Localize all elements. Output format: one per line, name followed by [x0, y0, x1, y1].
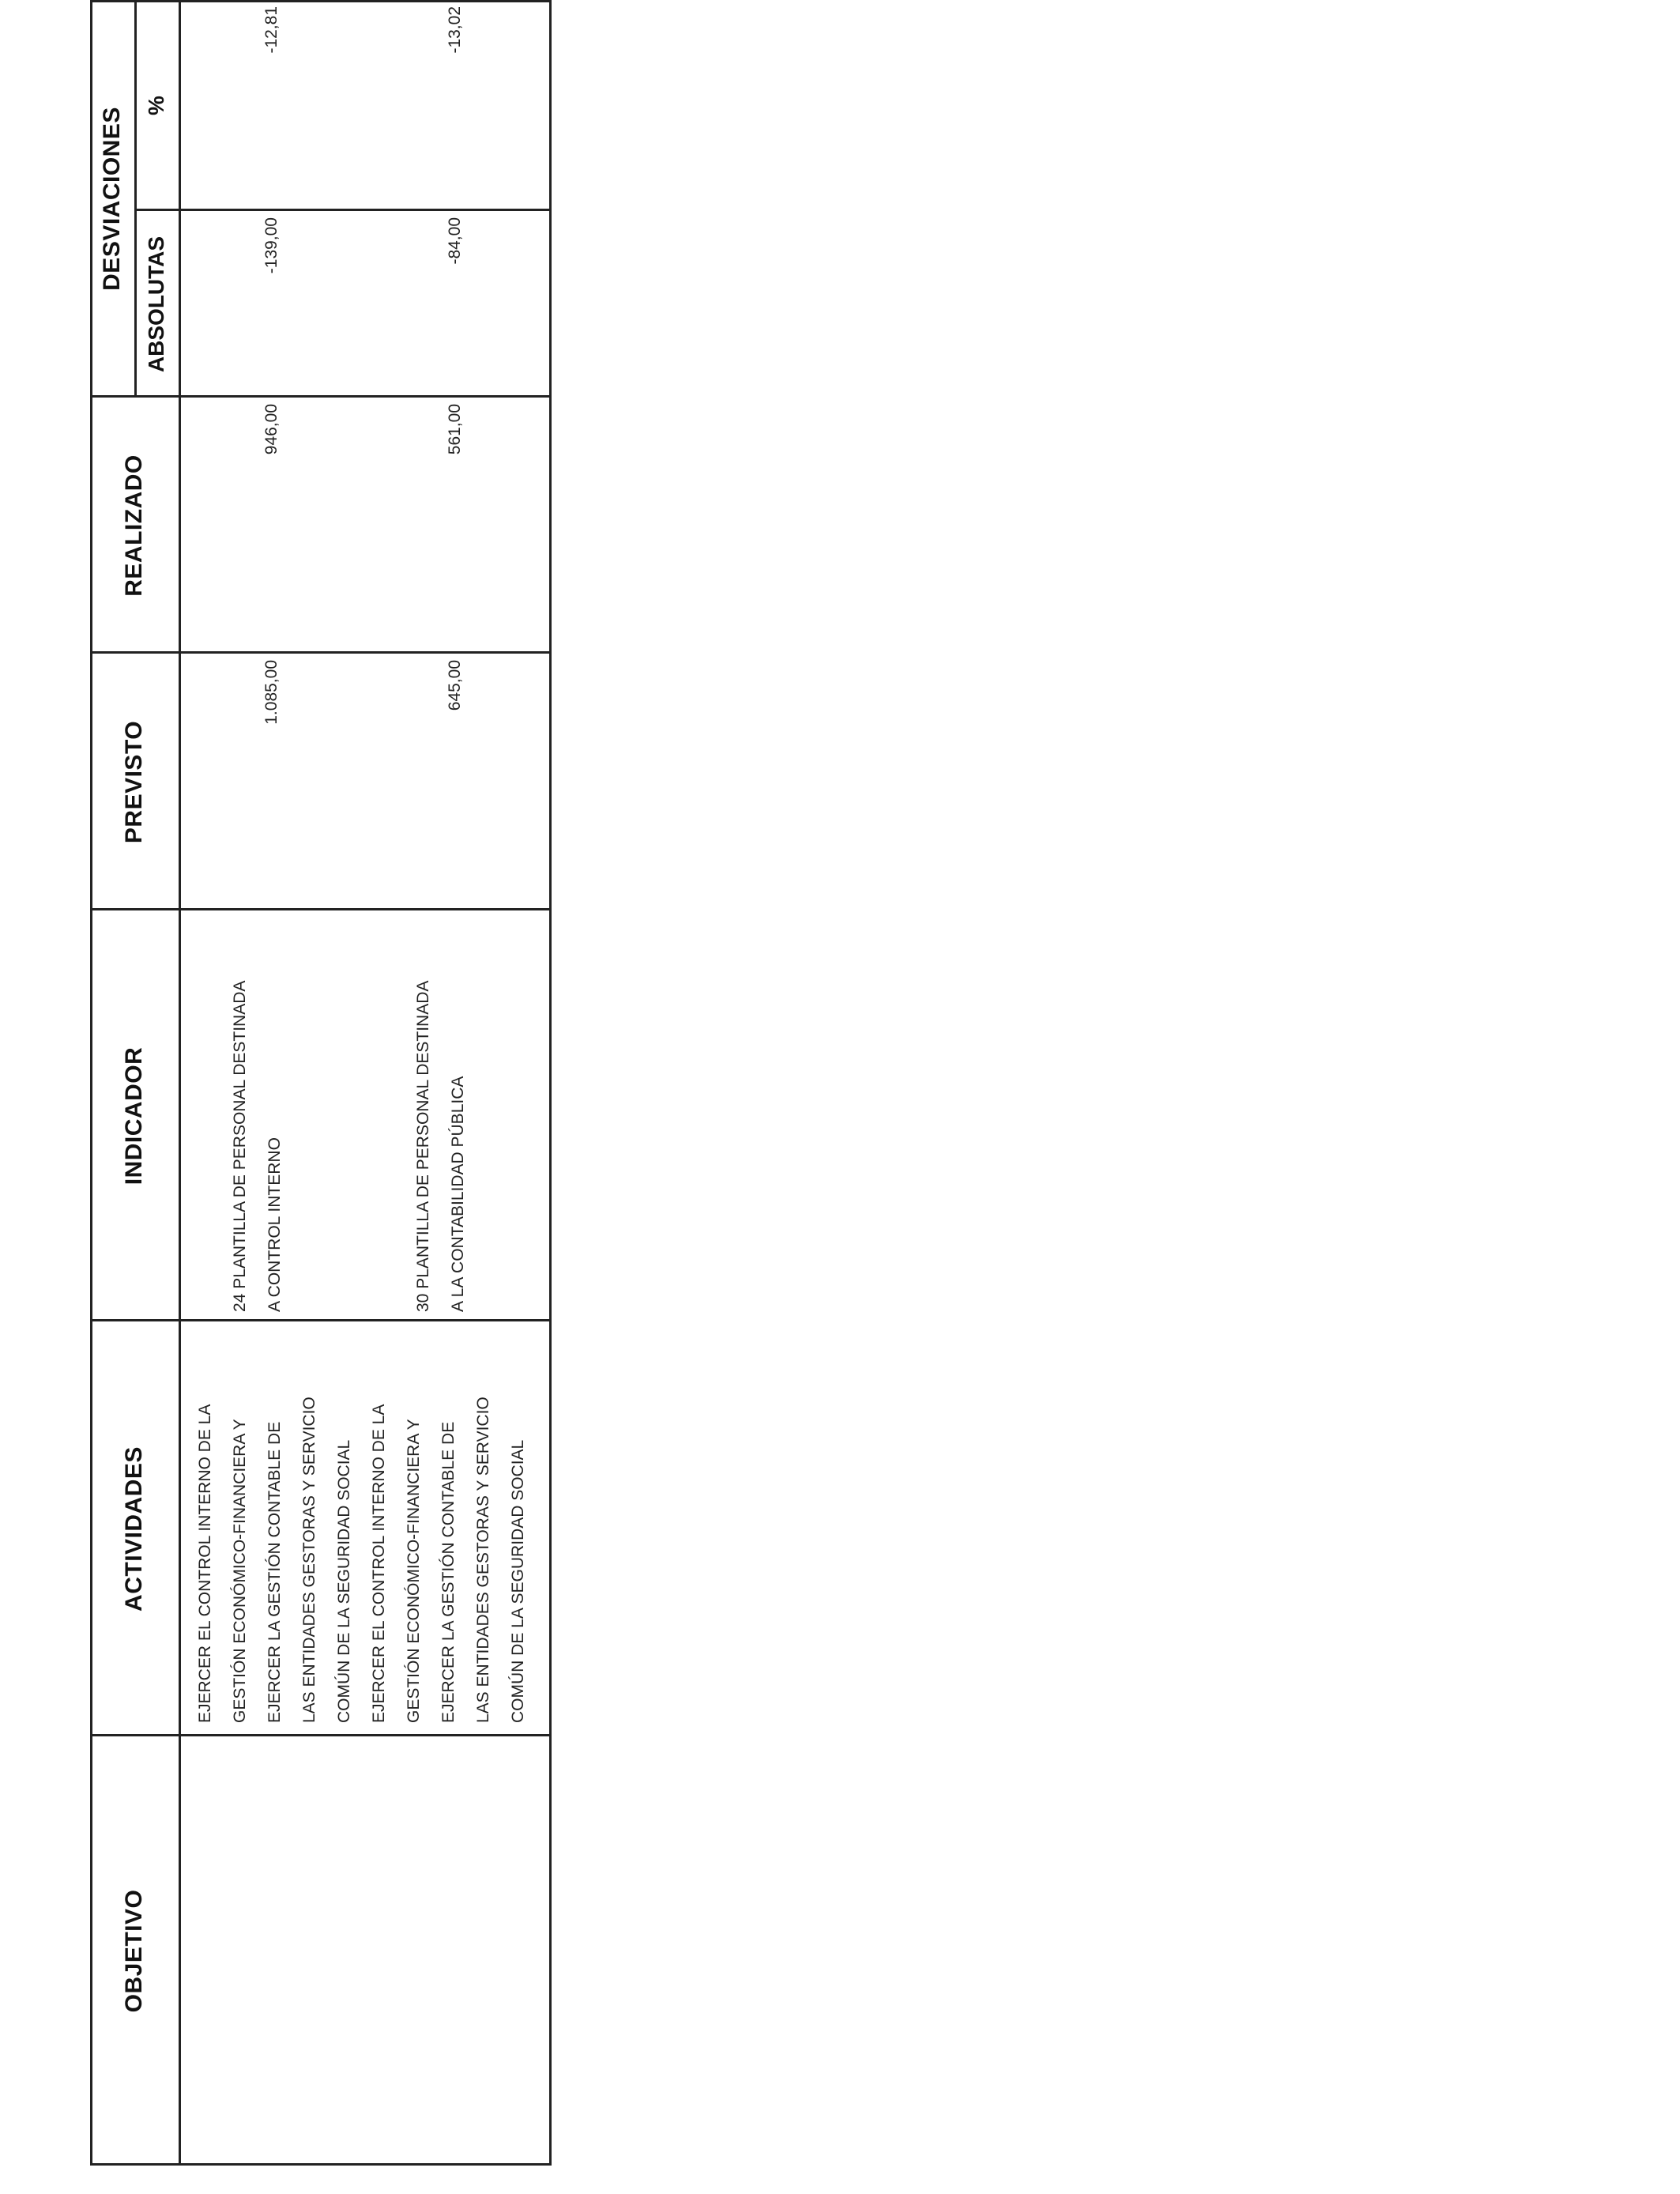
row1-porcentaje: -12,81 [262, 6, 281, 54]
header-divider [179, 0, 181, 2166]
row2-absolutas: -84,00 [446, 217, 464, 265]
row2-realizado: 561,00 [446, 404, 464, 455]
row1-indicador: 24 PLANTILLA DE PERSONAL DESTINADA A CONTROL INTERNO [231, 980, 284, 1312]
header-actividades: ACTIVIDADES [121, 1446, 147, 1612]
row2-previsto: 645,00 [446, 660, 464, 711]
header-realizado: REALIZADO [121, 454, 147, 597]
row2-porcentaje: -13,02 [446, 6, 464, 54]
col-divider-absolutas [134, 209, 552, 211]
header-indicador: INDICADOR [121, 1046, 147, 1186]
row1-absolutas: -139,00 [262, 217, 281, 274]
row1-realizado: 946,00 [262, 404, 281, 455]
row1-actividades: EJERCER EL CONTROL INTERNO DE LA GESTIÓN ECONÓMICO-FINANCIERA Y EJERCER LA GESTIÓN CONTABLE DE LAS ENTIDADES GESTORAS Y SERVICIO COMÚN DE LA SEGURIDAD SOCIAL [196, 1397, 353, 1723]
header-previsto: PREVISTO [121, 720, 147, 844]
row2-indicador: 30 PLANTILLA DE PERSONAL DESTINADA A LA CONTABILIDAD PÚBLICA [414, 980, 467, 1312]
header-objetivo: OBJETIVO [121, 1889, 147, 2013]
row1-previsto: 1.085,00 [262, 660, 281, 725]
header-absolutas: ABSOLUTAS [144, 236, 168, 373]
results-table [90, 0, 552, 2166]
row2-actividades: EJERCER EL CONTROL INTERNO DE LA GESTIÓN ECONÓMICO-FINANCIERA Y EJERCER LA GESTIÓN CONTABLE DE LAS ENTIDADES GESTORAS Y SERVICIO COMÚN DE LA SEGURIDAD SOCIAL [370, 1397, 527, 1723]
header-desviaciones: DESVIACIONES [99, 107, 125, 291]
header-porcentaje: % [144, 96, 168, 115]
